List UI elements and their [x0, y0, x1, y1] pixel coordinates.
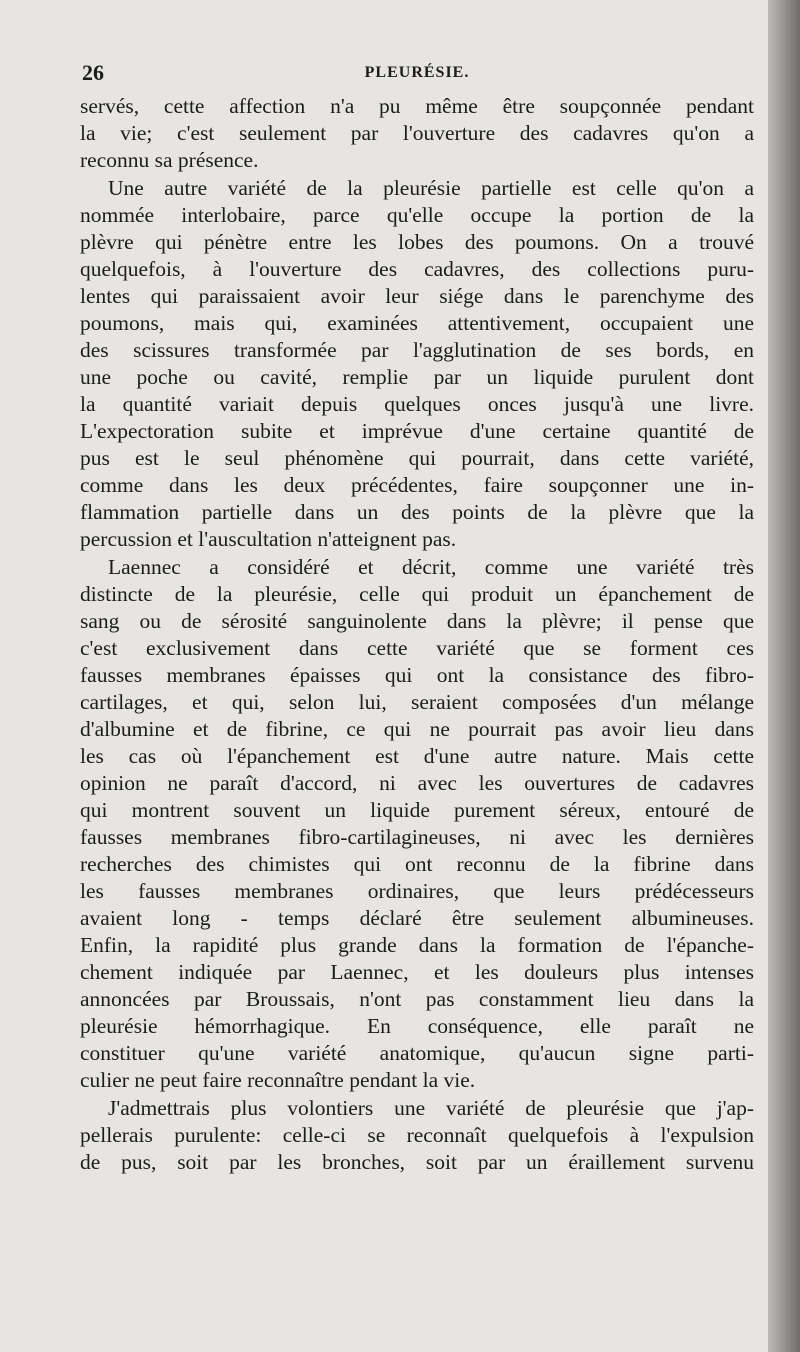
book-spine-shadow — [768, 0, 800, 1352]
text-line: Une autre variété de la pleurésie partielle est celle qu'on a — [108, 176, 754, 200]
text-line: la quantité variait depuis quelques onces jusqu'à une livre. — [80, 392, 754, 416]
text-line: Laennec a considéré et décrit, comme une variété très — [108, 555, 754, 579]
page-number: 26 — [82, 60, 104, 85]
text-line: fausses membranes fibro-cartilagineuses, ni avec les dernières — [80, 825, 754, 849]
text-line: cartilages, et qui, selon lui, seraient composées d'un mélange — [80, 690, 754, 714]
text-line: opinion ne paraît d'accord, ni avec les ouvertures de cadavres — [80, 771, 754, 795]
text-line: nommée interlobaire, parce qu'elle occupe la portion de la — [80, 203, 754, 227]
text-line: annoncées par Broussais, n'ont pas constamment lieu dans la — [80, 987, 754, 1011]
text-line: J'admettrais plus volontiers une variété de pleurésie que j'ap- — [108, 1096, 754, 1120]
text-line: quelquefois, à l'ouverture des cadavres, des collections puru- — [80, 257, 754, 281]
text-line: percussion et l'auscultation n'atteignent pas. — [80, 527, 457, 551]
running-head: PLEURÉSIE. — [364, 64, 470, 81]
text-line: pus est le seul phénomène qui pourrait, dans cette variété, — [80, 446, 754, 470]
text-line: c'est exclusivement dans cette variété que se forment ces — [80, 636, 754, 660]
text-line: chement indiquée par Laennec, et les douleurs plus intenses — [80, 960, 754, 984]
text-line: sang ou de sérosité sanguinolente dans la plèvre; il pense que — [80, 609, 754, 633]
text-line: flammation partielle dans un des points de la plèvre que la — [80, 500, 754, 524]
text-line: d'albumine et de fibrine, ce qui ne pourrait pas avoir lieu dans — [80, 717, 754, 741]
text-line: lentes qui paraissaient avoir leur siége dans le parenchyme des — [80, 284, 754, 308]
body-text — [80, 93, 754, 1176]
text-line: des scissures transformée par l'agglutination de ses bords, en — [80, 338, 754, 362]
text-line: culier ne peut faire reconnaître pendant la vie. — [80, 1068, 476, 1092]
text-line: fausses membranes épaisses qui ont la consistance des fibro- — [80, 663, 754, 687]
text-line: une poche ou cavité, remplie par un liquide purulent dont — [80, 365, 754, 389]
text-line: recherches des chimistes qui ont reconnu de la fibrine dans — [80, 852, 754, 876]
text-line: plèvre qui pénètre entre les lobes des poumons. On a trouvé — [80, 230, 754, 254]
page-header — [82, 60, 752, 90]
text-line: de pus, soit par les bronches, soit par un éraillement survenu — [80, 1150, 754, 1174]
text-line: pellerais purulente: celle-ci se reconnaît quelquefois à l'expulsion — [80, 1123, 754, 1147]
text-line: distincte de la pleurésie, celle qui produit un épanchement de — [80, 582, 754, 606]
text-line: pleurésie hémorrhagique. En conséquence, elle paraît ne — [80, 1014, 754, 1038]
text-line: Enfin, la rapidité plus grande dans la formation de l'épanche- — [80, 933, 754, 957]
text-line: servés, cette affection n'a pu même être soupçonnée pendant — [80, 94, 754, 118]
text-line: qui montrent souvent un liquide purement séreux, entouré de — [80, 798, 754, 822]
text-line: la vie; c'est seulement par l'ouverture des cadavres qu'on a — [80, 121, 754, 145]
text-line: constituer qu'une variété anatomique, qu'aucun signe parti- — [80, 1041, 754, 1065]
text-line: les cas où l'épanchement est d'une autre nature. Mais cette — [80, 744, 754, 768]
text-line: les fausses membranes ordinaires, que leurs prédécesseurs — [80, 879, 754, 903]
text-line: comme dans les deux précédentes, faire soupçonner une in- — [80, 473, 754, 497]
text-line: poumons, mais qui, examinées attentivement, occupaient une — [80, 311, 754, 335]
text-line: reconnu sa présence. — [80, 148, 259, 172]
text-line: avaient long - temps déclaré être seulement albumineuses. — [80, 906, 754, 930]
text-line: L'expectoration subite et imprévue d'une certaine quantité de — [80, 419, 754, 443]
